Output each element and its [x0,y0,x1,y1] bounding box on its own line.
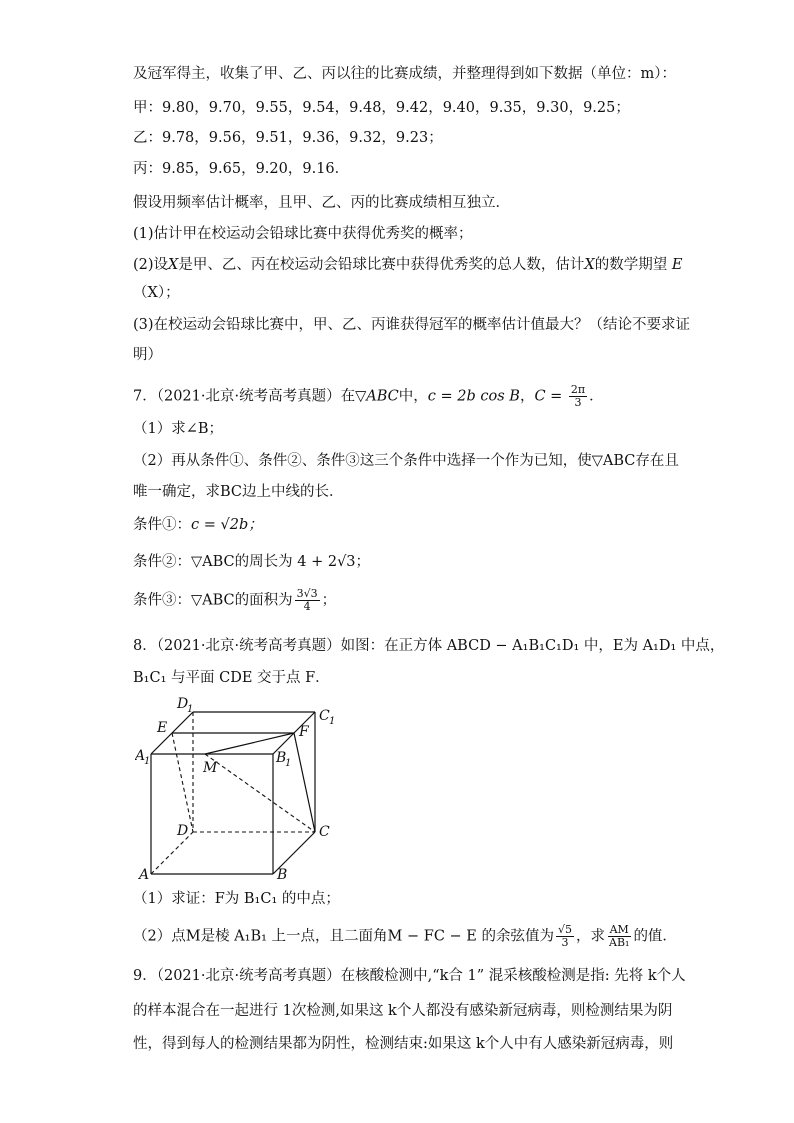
q7-c2-expr: ▽ABC的周长为 4 + 2√3； [191,554,371,570]
q6-part3-cont: 明） [133,347,162,363]
q6-part2-text-b: 是甲、乙、丙在校运动会铅球比赛中获得优秀奖的总人数，估计 [178,257,585,273]
label-b: B [277,867,288,880]
q7-part1: （1）求∠B； [133,421,224,437]
q7-c3-end: ； [321,592,337,609]
q8-part1: （1）求证：F为 B₁C₁ 的中点； [133,891,340,907]
q8-line2: B₁C₁ 与平面 CDE 交于点 F． [133,670,330,686]
label-m: M [203,760,218,776]
q8-fraction-cos [556,924,574,949]
q7-c2-label: 条件②： [133,554,191,570]
q6-var-x2: X [584,257,595,273]
q7-c3-fraction [295,588,320,613]
q8-fraction-ratio [607,924,631,949]
q7-sep: ， [519,388,535,405]
q7-c1-expr: c = √2b； [191,517,263,533]
label-c: C [319,824,330,840]
q7-condition-C: C = [534,388,563,405]
q6-intro: 及冠军得主，收集了甲、乙、丙以往的比赛成绩，并整理得到如下数据（单位：m）： [133,66,676,82]
q8-part2 [133,924,677,949]
q6-part2-text-a: (2)设 [133,257,169,273]
q6-part2-cont: （X）； [133,285,180,301]
q6-part3: (3)在校运动会铅球比赛中，甲、乙、丙谁获得冠军的概率估计值最大？（结论不要求证 [133,317,691,333]
q6-data-yi: 乙：9.78，9.56，9.51，9.36，9.32，9.23； [133,130,443,146]
label-d: D [177,823,189,839]
label-d1: D [177,696,189,712]
q7-condition1 [133,515,263,535]
label-b1: B [276,750,287,766]
q8-header: 8．（2021·北京·统考高考真题）如图：在正方体 ABCD − A₁B₁C₁D₁ 中，E为 A₁D₁ 中点， [133,638,725,654]
q6-part1: (1)估计甲在校运动会铅球比赛中获得优秀奖的概率； [133,226,473,242]
q7-condition-c: c = 2b cos B [427,388,520,405]
q8-part2-text-a: （2）点M是棱 A₁B₁ 上一点，且二面角M − FC − E 的余弦值为 [133,928,554,945]
cube-figure [135,690,345,880]
line-m-c [205,754,315,832]
line-f-c [294,733,315,832]
q8-part2-text-b: ，求 [576,928,605,945]
label-a1-sub: 1 [144,756,151,767]
q7-part2: （2）再从条件①、条件②、条件③这三个条件中选择一个作为已知，使▽ABC存在且 [133,453,679,469]
q7-end: ． [589,388,604,405]
q8-frac-num2: AM [609,923,629,936]
label-b1-sub: 1 [285,758,292,769]
q9-line3: 性，得到每人的检测结果都为阴性，检测结束:如果这 k个人中有人感染新冠病毒，则 [133,1036,674,1052]
label-f: F [299,724,309,740]
q7-triangle: ▽ABC [355,388,399,405]
label-a: A [139,867,150,880]
q7-condition2 [133,552,370,572]
q7-c3-label: 条件③： [133,592,191,609]
label-e: E [157,720,168,736]
q6-var-x: X [168,257,179,273]
q9-line2: 的样本混合在一起进行 1次检测,如果这 k个人都没有感染新冠病毒，则检测结果为阴 [133,1003,673,1019]
q7-fraction [569,384,587,409]
q7-mid: 中， [398,388,428,405]
q9-line1: 9．（2021·北京·统考高考真题）在核酸检测中,“k合 1” 混采核酸检测是指: 先将 k个人 [133,968,686,984]
q7-header [133,384,604,409]
q8-frac-den: 3 [561,936,569,949]
q7-header-text: 7．（2021·北京·统考高考真题）在 [133,388,356,405]
q8-part2-text-c: 的值． [633,928,677,945]
q7-condition3 [133,588,336,613]
q6-data-jia: 甲：9.80，9.70，9.55，9.54，9.48，9.42，9.40，9.35，9.30，9.25； [133,100,630,116]
q7-c3-num: 3√3 [296,587,318,600]
q7-c3-expr: ▽ABC的面积为 [191,592,293,609]
q6-part2 [133,255,682,275]
q7-frac-num: 2π [570,383,586,396]
label-c1-sub: 1 [329,716,336,727]
q6-var-e: E [671,257,683,273]
label-d1-sub: 1 [187,704,194,715]
q7-part2-cont: 唯一确定，求BC边上中线的长． [133,484,344,500]
q7-c1-label: 条件①： [133,517,191,533]
q8-frac-num: √5 [557,923,572,936]
q8-frac-den2: AB₁ [609,936,630,949]
q6-assumption: 假设用频率估计概率，且甲、乙、丙的比赛成绩相互独立． [133,195,510,211]
q7-c3-den: 4 [303,600,311,613]
line-e-d [172,733,193,832]
q7-frac-den: 3 [574,396,582,409]
label-a1: A [135,748,146,764]
label-c1: C [319,708,330,724]
q6-part2-text-c: 的数学期望 [594,257,668,273]
q6-data-bing: 丙：9.85，9.65，9.20，9.16． [133,161,350,177]
